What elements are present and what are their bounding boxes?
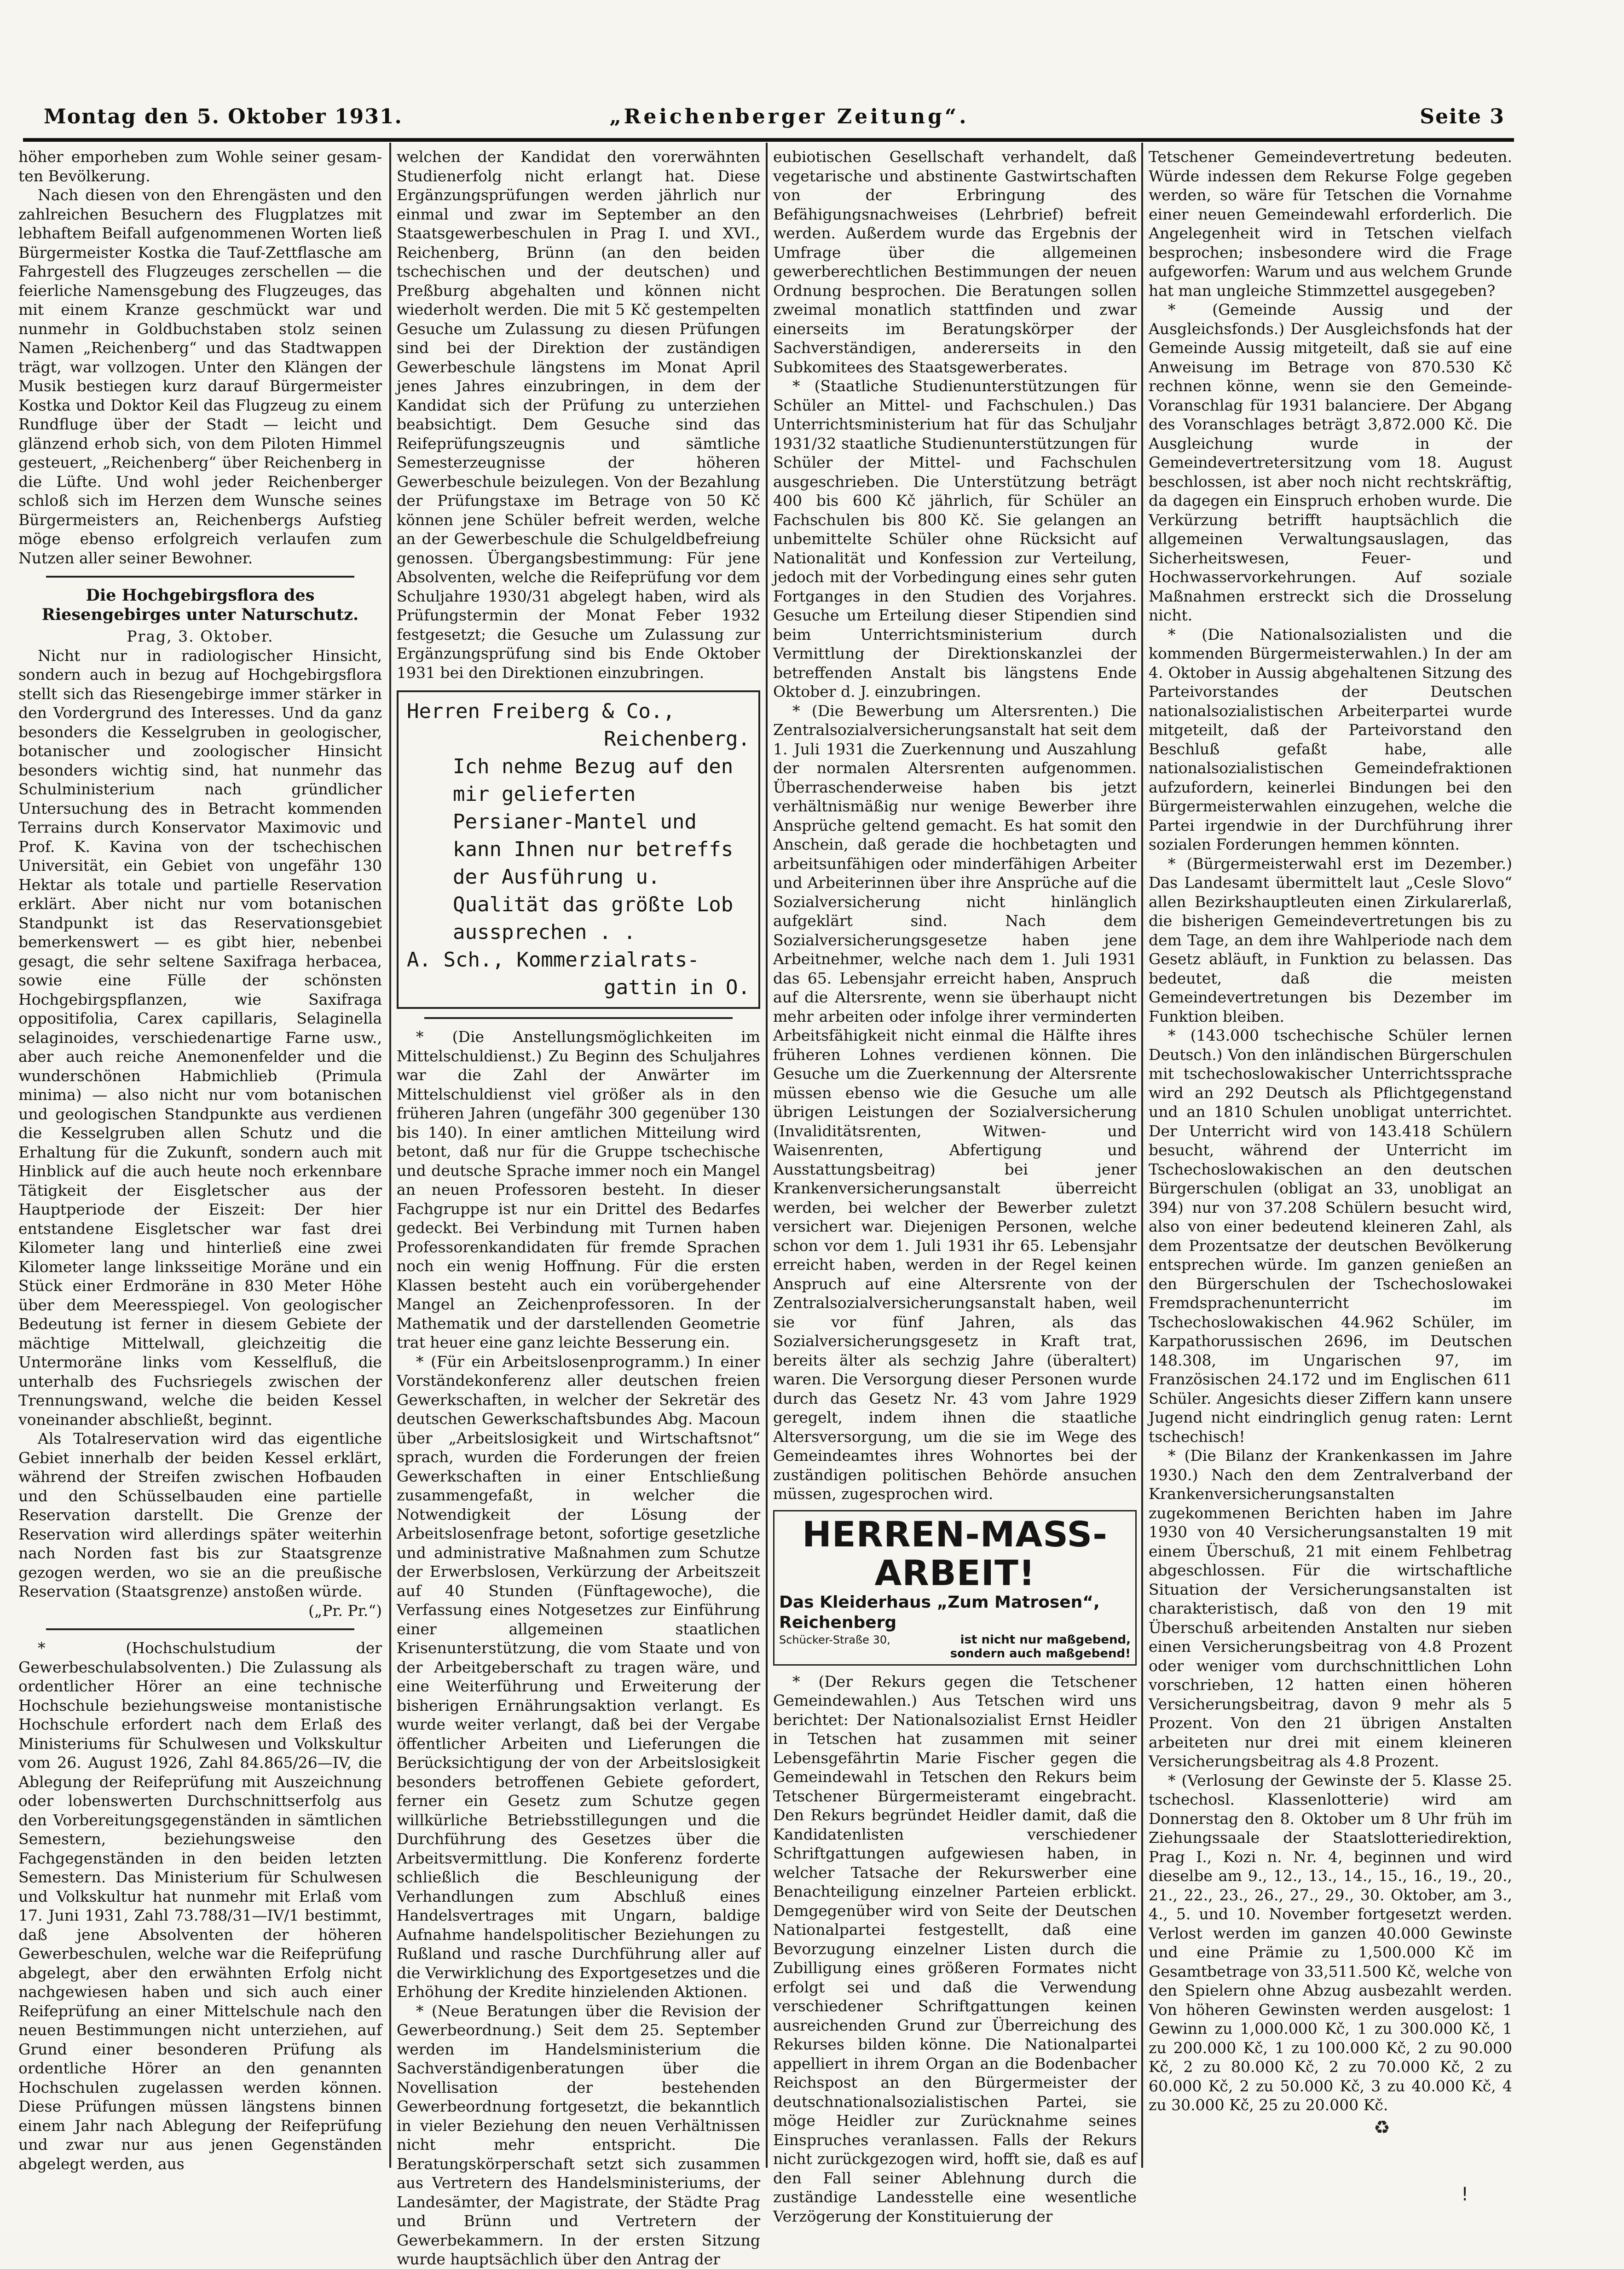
page-number: Seite 3: [1420, 105, 1505, 128]
column-2: [397, 147, 760, 2268]
article-text: eubiotischen Gesellschaft verhandelt, daß vegetarische und abstinente Gastwirtschaften von der Erbringung des Befähigungsnachweises (Lehrbrief) befreit werden. Außerdem wurde das Ergebnis der Umfrage über die allgemeinen gewerberechtlichen Bestimmungen der neuen Ordnung besprochen. Die Beratungen sollen zweimal monatlich stattfinden und zwar einerseits im Beratungskörper der Sachverständigen, andererseits in den Subkomitees des Staatsgewerberates.: [773, 148, 1137, 376]
recycle-mark-icon: ♻: [1374, 2117, 1390, 2138]
ad-line: A. Sch., Kommerzialrats-: [407, 948, 699, 972]
tailor-advertisement: [773, 1510, 1137, 1666]
column-divider: [389, 143, 391, 2168]
article-text: * (Für ein Arbeitslosenprogramm.) In einer Vorständekonferenz aller deutschen freien Gewerkschaften, in welcher der Sekretär des deutschen Gewerkschaftsbundes Abg. Macoun über „Arbeitslosigkeit und Wirtschaftsnot“ sprach, wurden die Forderungen der freien Gewerkschaften in einer Entschließung zusammengefaßt, in welcher die Notwendigkeit der Lösung der Arbeitslosenfrage betont, sofortige gesetzliche und administrative Maßnahmen zum Schutze der Erwerbslosen, Verkürzung der Arbeitszeit auf 40 Stunden (Fünftagewoche), die Verfassung eines Notgesetzes zur Einführung einer allgemeinen staatlichen Krisenunterstützung, die vom Staate und von der Arbeitgeberschaft zu tragen wäre, und eine Weiterführung und Erweiterung der bisherigen Ernährungsaktion verlangt. Es wurde weiter verlangt, daß bei der Vergabe öffentlicher Arbeiten und Lieferungen die Berücksichtigung der von der Arbeitslosigkeit besonders betroffenen Gebiete gefordert, ferner ein Gesetz zum Schutze gegen willkürliche Betriebsstillegungen und die Durchführung des Gesetzes über die Arbeitsvermittlung. Die Konferenz forderte schließlich die Beschleunigung der Verhandlungen zum Abschluß eines Handelsvertrages mit Ungarn, baldige Aufnahme handelspolitischer Beziehungen zu Rußland und rasche Durchführung aller auf die Verwirklichung des Exportgesetzes und die Erhöhung der Kredite hinzielenden Aktionen.: [397, 1352, 760, 2001]
article-text: * (Neue Beratungen über die Revision der Gewerbeordnung.) Seit dem 25. September werden im Handelsministerium die Sachverständigenberatungen über die Novellisation der bestehenden Gewerbeordnung fortgesetzt, die bekanntlich in vieler Beziehung den neuen Verhältnissen nicht mehr entspricht. Die Beratungskörperschaft setzt sich zusammen aus Vertretern des Handelsministeriums, der Landesämter, der Magistrate, der Städte Prag und Brünn und Vertretern der Gewerbekammern. In der ersten Sitzung wurde hauptsächlich über den Antrag der: [397, 2002, 760, 2268]
article-dateline: Prag, 3. Oktober.: [127, 627, 274, 645]
ad-slogan-2: sondern auch maßgebend!: [950, 1646, 1131, 1661]
article-separator: [46, 1628, 354, 1630]
masthead: [44, 97, 1505, 138]
article-separator: [424, 1017, 733, 1019]
issue-date: Montag den 5. Oktober 1931.: [44, 105, 403, 128]
ad-footer: [779, 1647, 1131, 1661]
ad-line: Reichenberg.: [604, 727, 750, 751]
ad-line: Ich nehme Bezug auf den mir gelieferten Persianer-Mantel und kann Ihnen nur betreffs der Ausführung u. Qualität das größte Lob aussprechen . .: [453, 755, 734, 944]
ad-shop-name: Das Kleiderhaus „Zum Matrosen“, Reichenberg: [779, 1592, 1100, 1632]
masthead-rule: [23, 138, 1514, 142]
article-text: Als Totalreservation wird das eigentliche Gebiet innerhalb der beiden Kessel erklärt, während der Streifen zwischen Hofbauden und den Schüsselbauden eine partielle Reservation darstellt. Die Grenze der Reservation wird allerdings später weiterhin nach Norden fast bis zur Staatsgrenze gezogen werden, wo sie an die preußische Reservation (Staatsgrenze) anstoßen würde.: [18, 1430, 382, 1600]
column-1: [18, 147, 382, 2173]
article-text: * (Die Anstellungsmöglichkeiten im Mittelschuldienst.) Zu Beginn des Schuljahres war die Zahl der Anwärter im Mittelschuldienst viel größer als in den früheren Jahren (ungefähr 300 gegenüber 130 bis 140). In einer amtlichen Mitteilung wird betont, daß nur für die Gruppe tschechische und deutsche Sprache immer noch ein Mangel an neuen Professoren besteht. In dieser Fachgruppe ist nur ein Drittel des Bedarfes gedeckt. Bei Verbindung mit Turnen haben Professorenkandidaten für fremde Sprachen noch ein wenig Hoffnung. Für die ersten Klassen besteht auch ein vorübergehender Mangel an Zeichenprofessoren. In der Mathematik und der darstellenden Geometrie trat heuer eine ganz leichte Besserung ein.: [397, 1028, 760, 1351]
ad-slogan-1: ist nicht nur maßgebend,: [960, 1632, 1131, 1647]
article-text: welchen der Kandidat den vorerwähnten Studienerfolg nicht erlangt hat. Diese Ergänzungsprüfungen werden jährlich nur einmal und zwar im September an den Staatsgewerbeschulen in Prag I. und XVI., Reichenberg, Brünn (an den beiden tschechischen und der deutschen) und Preßburg abgehalten und können nicht wiederholt werden. Die mit 5 Kč gestempelten Gesuche um Zulassung zu diesen Prüfungen sind bei der Direktion der zuständigen Gewerbeschule längstens im Monat April jenes Jahres einzubringen, in dem der Kandidat sich der Prüfung zu unterziehen beabsichtigt. Dem Gesuche sind das Reifeprüfungszeugnis und sämtliche Semesterzeugnisse der höheren Gewerbeschule beizulegen. Von der Bezahlung der Prüfungstaxe im Betrage von 50 Kč können jene Schüler befreit werden, welche an der Gewerbeschule die Schulgeldbefreiung genossen. Übergangsbestimmung: Für jene Absolventen, welche die Reifeprüfung vor dem Schuljahre 1930/31 abgelegt haben, wird als Prüfungstermin der Monat Feber 1932 festgesetzt; die Gesuche um Zulassung zur Ergänzungsprüfung sind bis Ende Oktober 1931 bei den Direktionen einzubringen.: [397, 148, 760, 682]
page-mark: !: [1461, 2184, 1469, 2205]
article-text: Nicht nur in radiologischer Hinsicht, sondern auch in bezug auf Hochgebirgsflora stellt sich das Riesengebirge immer stärker in den Vordergrund des Interesses. Und da ganz besonders die Kesselgruben in geologischer, botanischer und zoologischer Hinsicht besonders wichtig sind, hat nunmehr das Schulministerium nach gründlicher Untersuchung des in Betracht kommenden Terrains durch Konservator Maximovic und Prof. K. Kavina von der tschechischen Universität, ein Gebiet von ungefähr 130 Hektar als totale und partielle Reservation erklärt. Aber nicht nur vom botanischen Standpunkt ist das Reservationsgebiet bemerkenswert — es gibt hier, nebenbei gesagt, die sehr seltene Saxifraga herbacea, sowie eine Fülle der schönsten Hochgebirgspflanzen, wie Saxifraga oppositifolia, Carex capillaris, Selaginella selaginoides, verschiedenartige Farne usw., aber auch reiche Anemonenfelder und die wunderschönen Habmichlieb (Primula minima) — also nicht nur vom botanischen und geologischen Standpunkte aus verdienen die Kesselgruben allen Schutz und die Erhaltung für die Zukunft, sondern auch mit Hinblick auf die auch heute noch erkennbare Tätigkeit der Eisgletscher aus der Hauptperiode der Eiszeit: Der hier entstandene Eisgletscher war fast drei Kilometer lang und hinterließ eine zwei Kilometer lange linksseitige Moräne und ein Stück einer Erdmoräne in 830 Meter Höhe über dem Meeresspiegel. Von geologischer Bedeutung ist ferner in diesem Gebiete der mächtige Mittelwall, gleichzeitig die Untermoräne links vom Kesselfluß, die unterhalb des Fuchsriegels zwischen der Trennungswand, welche die beiden Kessel voneinander abschließt, beginnt.: [18, 646, 382, 1429]
ad-line: gattin in O.: [604, 976, 750, 999]
column-divider: [1141, 143, 1143, 2168]
article-headline: Die Hochgebirgsflora des Riesengebirges unter Naturschutz.: [41, 586, 359, 624]
column-3: [773, 147, 1137, 2225]
ad-headline: HERREN-MASS-ARBEIT!: [802, 1513, 1108, 1593]
article-text: * (Bürgermeisterwahl erst im Dezember.) Das Landesamt übermittelt laut „Cesle Slovo“ allen Bezirkshauptleuten einen Zirkularerlaß, die bisherigen Gemeindevertretungen bis zu dem Tage, an dem ihre Wahlperiode nach dem Gesetz abläuft, in Funktion zu belassen. Das bedeutet, daß die meisten Gemeindevertretungen bis Dezember im Funktion bleiben.: [1149, 854, 1512, 1025]
article-text: * (143.000 tschechische Schüler lernen Deutsch.) Von den inländischen Bürgerschulen mit tschechoslowakischer Unterrichtssprache wird an 292 Deutsch als Pflichtgegenstand und an 1810 Schulen unobligat unterrichtet. Der Unterricht wird von 143.418 Schülern besucht, während der Unterricht im Tschechoslowakischen an den deutschen Bürgerschulen (obligat an 33, unobligat an 394) nur von 37.208 Schülern besucht wird, also von einer bedeutend kleineren Zahl, als dem Prozentsatze der deutschen Bevölkerung entsprechen würde. Im ganzen genießen an den Bürgerschulen der Tschechoslowakei Fremdsprachenunterricht im Tschechoslowakischen 44.962 Schüler, im Karpathorussischen 2696, im Deutschen 148.308, im Ungarischen 97, im Französischen 24.172 und im Englischen 611 Schüler. Angesichts dieser Ziffern kann unsere Jugend nicht eindringlich genug raten: Lernt tschechisch!: [1149, 1026, 1512, 1446]
article-separator: [46, 576, 354, 578]
article-text: * (Gemeinde Aussig und der Ausgleichsfonds.) Der Ausgleichsfonds hat der Gemeinde Aussig mitgeteilt, daß sie auf eine Anweisung im Betrage von 870.530 Kč rechnen könne, wenn sie den Gemeinde-Voranschlag für 1931 balanciere. Der Abgang des Voranschlages beträgt 3,872.000 Kč. Die Ausgleichung wurde in der Gemeindevertretersitzung vom 18. August beschlossen, ist aber noch nicht rechtskräftig, da dagegen ein Einspruch erhoben wurde. Die Verkürzung betrifft hauptsächlich die allgemeinen Verwaltungsauslagen, das Sicherheitswesen, Feuer- und Hochwasservorkehrungen. Auf soziale Maßnahmen erstreckt sich die Drosselung nicht.: [1149, 301, 1512, 624]
column-4: [1149, 147, 1512, 2163]
article-text: * (Staatliche Studienunterstützungen für Schüler an Mittel- und Fachschulen.) Das Unterrichtsministerium hat für das Schuljahr 1931/32 staatliche Studienunterstützungen für Schüler der Mittel- und Fachschulen ausgeschrieben. Die Unterstützung beträgt 400 bis 600 Kč jährlich, für Schüler an Fachschulen bis 800 Kč. Sie gelangen an unbemittelte Schüler ohne Rücksicht auf Nationalität und Konfession zur Verteilung, jedoch mit der Vorbedingung eines sehr guten Fortganges in den Studien des Vorjahres. Gesuche um Erteilung dieser Stipendien sind beim Unterrichtsministerium durch Vermittlung der Direktionskanzlei der betreffenden Anstalt bis längstens Ende Oktober d. J. einzubringen.: [773, 377, 1137, 700]
ad-line: Herren Freiberg & Co.,: [407, 700, 675, 723]
article-text: höher emporheben zum Wohle seiner gesam-ten Bevölkerung.: [18, 148, 382, 185]
testimonial-advertisement: [397, 690, 760, 1009]
article-text: * (Die Bilanz der Krankenkassen im Jahre 1930.) Nach den dem Zentralverband der Krankenversicherungsanstalten zugekommenen Berichten haben im Jahre 1930 von 40 Versicherungsanstalten 19 mit einem Überschuß, 21 mit einem Fehlbetrag abgeschlossen. Für die wirtschaftliche Situation der Versicherungsanstalten ist charakteristisch, daß von den 19 mit Überschuß arbeitenden Anstalten nur sieben einen Versicherungsbeitrag von 4.8 Prozent oder weniger vom durchschnittlichen Lohn vorschrieben, 12 hatten einen höheren Versicherungsbeitrag, davon 9 mehr als 5 Prozent. Von den 21 übrigen Anstalten arbeiteten nur drei mit einem kleineren Versicherungsbeitrag als 4.8 Prozent.: [1149, 1447, 1512, 1770]
article-text: Nach diesen von den Ehrengästen und den zahlreichen Besuchern des Flugplatzes mit lebhaftem Beifall aufgenommenen Worten ließ Bürgermeister Kostka die Tauf-Zettflasche am Fahrgestell des Flugzeuges zerschellen — die feierliche Namensgebung des Flugzeuges, das mit einem Kranze geschmückt war und nunmehr in Goldbuchstaben stolz seinen Namen „Reichenberg“ und das Stadtwappen trägt, war vollzogen. Unter den Klängen der Musik bestiegen kurz darauf Bürgermeister Kostka und Doktor Keil das Flugzeug zu einem Rundfluge über der Stadt — leicht und glänzend erhob sich, von dem Piloten Himmel gesteuert, „Reichenberg“ über Reichenberg in die Lüfte. Und wohl jeder Reichenberger schloß sich im Herzen dem Wunsche seines Bürgermeisters an, Reichenbergs Aufstieg möge ebenso erfolgreich verlaufen zum Nutzen aller seiner Bewohner.: [18, 186, 382, 567]
article-text: * (Der Rekurs gegen die Tetschener Gemeindewahlen.) Aus Tetschen wird uns berichtet: Der Nationalsozialist Ernst Heidler in Tetschen hat zusammen mit seiner Lebensgefährtin Marie Fischer gegen die Gemeindewahl in Tetschen den Rekurs beim Tetschener Bürgermeisteramt eingebracht. Den Rekurs begründet Heidler damit, daß die Kandidatenlisten verschiedener Schriftgattungen aufgewiesen haben, in welcher Tatsache der Rekurswerber eine Benachteiligung einzelner Parteien erblickt. Demgegenüber wird von Seite der Deutschen Nationalpartei festgestellt, daß eine Bevorzugung einzelner Listen durch die Zubilligung eines größeren Formates nicht erfolgt sei und daß die Verwendung verschiedener Schriftgattungen keinen ausreichenden Grund zur Überreichung des Rekurses bilden könne. Die Nationalpartei appelliert in ihrem Organ an die Bodenbacher Reichspost an den Bürgermeister der deutschnationalsozialistischen Partei, sie möge Heidler zur Zurücknahme seines Einspruches veranlassen. Falls der Rekurs nicht zurückgezogen wird, hofft sie, daß es auf den Fall seiner Ablehnung durch die zuständige Landesstelle eine wesentliche Verzögerung der Konstituierung der: [773, 1672, 1137, 2225]
newspaper-title: „Reichenberger Zeitung“.: [609, 105, 969, 128]
article-source: („Pr. Pr.“): [308, 1601, 382, 1620]
article-text: Tetschener Gemeindevertretung bedeuten. Würde indessen dem Rekurse Folge gegeben werden, so wäre für Tetschen die Vornahme einer neuen Gemeindewahl erforderlich. Die Angelegenheit wird in Tetschen vielfach besprochen; insbesondere wird die Frage aufgeworfen: Warum und aus welchem Grunde hat man ungleiche Stimmzettel ausgegeben?: [1149, 148, 1512, 300]
article-text: * (Die Nationalsozialisten und die kommenden Bürgermeisterwahlen.) In der am 4. Oktober in Aussig abgehaltenen Sitzung des Parteivorstandes der Deutschen nationalsozialistischen Arbeiterpartei wurde mitgeteilt, daß der Parteivorstand den Beschluß gefaßt habe, alle nationalsozialistischen Gemeindefraktionen aufzufordern, keinerlei Bindungen bei den Bürgermeisterwahlen einzugehen, welche die Partei irgendwie in der Durchführung ihrer sozialen Forderungen hemmen könnten.: [1149, 625, 1512, 853]
article-text: * (Die Bewerbung um Altersrenten.) Die Zentralsozialversicherungsanstalt hat seit dem 1. Juli 1931 die Zuerkennung und Auszahlung der normalen Altersrenten aufgenommen. Überraschenderweise haben bis jetzt verhältnismäßig nur wenige Bewerber ihre Ansprüche geltend gemacht. Es hat somit den Anschein, daß gerade die hochbetagten und arbeitsunfähigen oder minderfähigen Arbeiter und Arbeiterinnen über ihre Ansprüche auf die Sozialversicherung nicht hinlänglich aufgeklärt sind. Nach dem Sozialversicherungsgesetze haben jene Arbeitnehmer, welche nach dem 1. Juli 1931 das 65. Lebensjahr erreicht haben, Anspruch auf die Altersrente, wenn sie überhaupt nicht mehr arbeiten oder infolge ihrer verminderten Arbeitsfähigkeit nicht einmal die Hälfte ihres früheren Lohnes verdienen können. Die Gesuche um die Zuerkennung der Altersrente müssen ebenso wie die Gesuche um alle übrigen Leistungen der Sozialversicherung (Invaliditätsrenten, Witwen- und Waisenrenten, Abfertigung und Ausstattungsbeitrag) bei jener Krankenversicherungsanstalt überreicht werden, bei welcher der Bewerber zuletzt versichert war. Diejenigen Personen, welche schon vor dem 1. Juli 1931 ihr 65. Lebensjahr erreicht haben, werden in der Regel keinen Anspruch auf eine Altersrente von der Zentralsozialversicherungsanstalt haben, weil sie vor fünf Jahren, als das Sozialversicherungsgesetz in Kraft trat, bereits älter als sechzig Jahre (überaltert) waren. Die Versorgung dieser Personen wurde durch das Gesetz Nr. 43 vom Jahre 1929 geregelt, indem ihnen die staatliche Altersversorgung, um die sie im Wege des Gemeindeamtes ihres Wohnortes bei der zuständigen politischen Behörde ansuchen müssen, zugesprochen wird.: [773, 701, 1137, 1503]
article-text: * (Hochschulstudium der Gewerbeschulabsolventen.) Die Zulassung als ordentlicher Hörer an eine technische Hochschule beziehungsweise montanistische Hochschule erfordert nach dem Erlaß des Ministeriums für Schulwesen und Volkskultur vom 26. August 1926, Zahl 84.865/26—IV, die Ablegung der Reifeprüfung mit Auszeichnung oder lobenswerten Durchschnittserfolg aus den Vorbereitungsgegenständen in sämtlichen Semestern, beziehungsweise den Fachgegenständen in den beiden letzten Semestern. Das Ministerium für Schulwesen und Volkskultur hat nunmehr mit Erlaß vom 17. Juni 1931, Zahl 73.788/31—IV/1 bestimmt, daß jene Absolventen der höheren Gewerbeschulen, welche war die Reifeprüfung abgelegt, aber den erwähnten Erfolg nicht nachgewiesen haben und sich auch einer Reifeprüfung an einer Mittelschule nach den neuen Bestimmungen nicht unterziehen, auf Grund einer besonderen Prüfung als ordentliche Hörer an den genannten Hochschulen zugelassen werden können. Diese Prüfungen müssen längstens binnen einem Jahr nach Ablegung der Reifeprüfung und zwar nur aus jenen Gegenständen abgelegt werden, aus: [18, 1639, 382, 2173]
ad-footer: [779, 1633, 1131, 1647]
ad-address: Schücker-Straße 30,: [779, 1633, 890, 1646]
column-divider: [766, 143, 768, 2168]
article-text: * (Verlosung der Gewinste der 5. Klasse 25. tschechosl. Klassenlotterie) wird am Donnerstag den 8. Oktober um 8 Uhr früh im Ziehungssaale der Staatslotteriedirektion, Prag I., Kozi n. Nr. 4, beginnen und wird dieselbe am 9., 12., 13., 14., 15., 16., 19., 20., 21., 22., 23., 26., 27., 29., 30. Oktober, am 3., 4., 5. und 10. November fortgesetzt werden. Verlost werden im ganzen 40.000 Gewinste und eine Prämie zu 1,500.000 Kč im Gesamtbetrage von 33,511.500 Kč, welche von den Spielern ohne Abzug ausbezahlt werden. Von höheren Gewinsten werden ausgelost: 1 Gewinn zu 1,000.000 Kč, 1 zu 300.000 Kč, 1 zu 200.000 Kč, 1 zu 100.000 Kč, 2 zu 90.000 Kč, 2 zu 80.000 Kč, 2 zu 70.000 Kč, 2 zu 60.000 Kč, 2 zu 50.000 Kč, 3 zu 40.000 Kč, 4 zu 30.000 Kč, 25 zu 20.000 Kč.: [1149, 1771, 1512, 2114]
